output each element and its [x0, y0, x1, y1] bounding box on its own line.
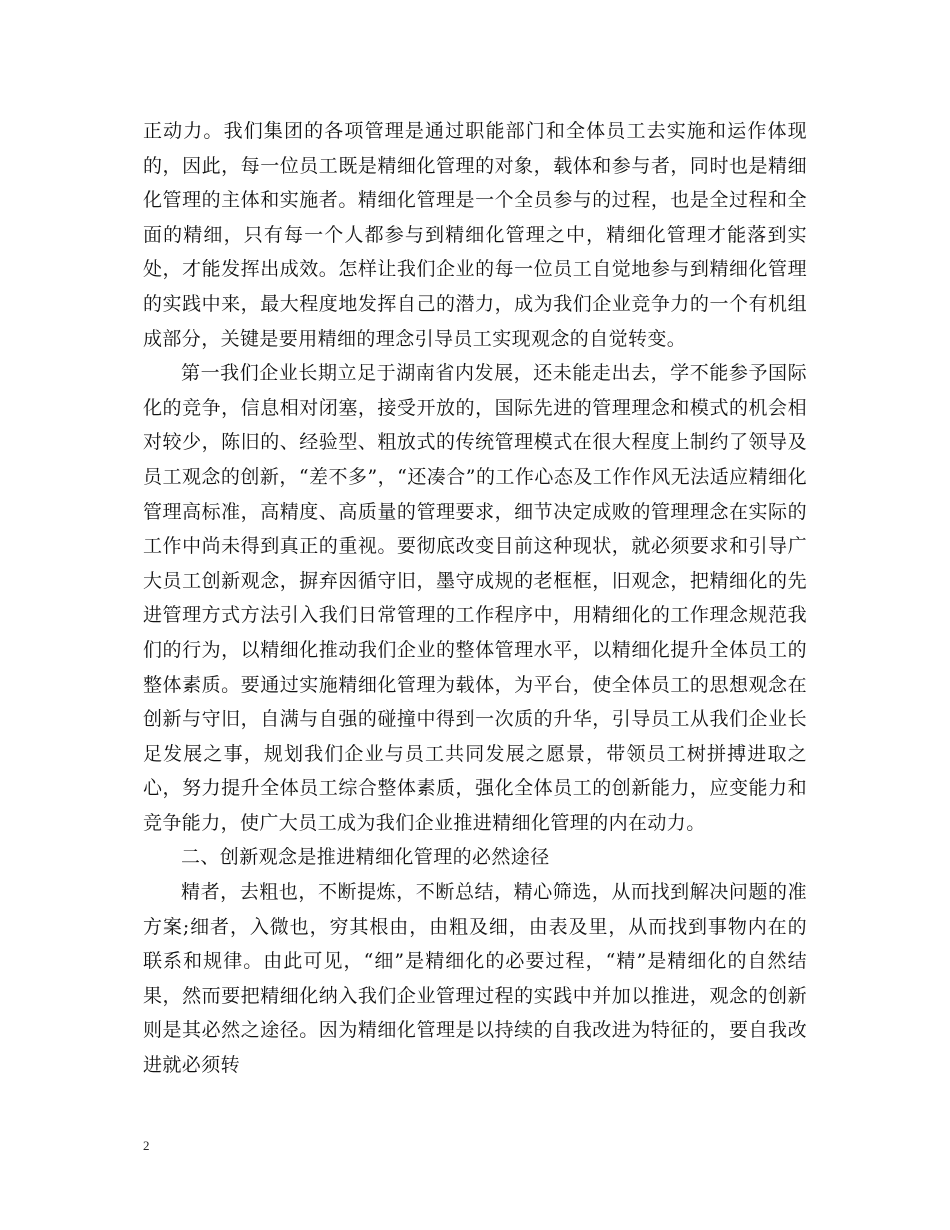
paragraph-3: 精者，去粗也，不断提炼，不断总结，精心筛选，从而找到解决问题的准方案;细者，入微也，穷其根由，由粗及细，由表及里，从而找到事物内在的联系和规律。由此可见，“细”是精细化的必要过程，“精”是精细化的自然结果，然而要把精细化纳入我们企业管理过程的实践中并加以推进，观念的创新则是其必然之途径。因为精细化管理是以持续的自我改进为特征的，要自我改进就必须转	[143, 881, 807, 1077]
section-heading: 二、创新观念是推进精细化管理的必然途径	[181, 846, 550, 869]
document-body	[143, 114, 807, 1083]
paragraph-2: 第一我们企业长期立足于湖南省内发展，还未能走出去，学不能参予国际化的竞争，信息相对闭塞，接受开放的，国际先进的管理理念和模式的机会相对较少，陈旧的、经验型、粗放式的传统管理模式在很大程度上制约了领导及员工观念的创新，“差不多”，“还凑合”的工作心态及工作作风无法适应精细化管理高标准，高精度、高质量的管理要求，细节决定成败的管理理念在实际的工作中尚未得到真正的重视。要彻底改变目前这种现状，就必须要求和引导广大员工创新观念，摒弃因循守旧，墨守成规的老框框，旧观念，把精细化的先进管理方式方法引入我们日常管理的工作程序中，用精细化的工作理念规范我们的行为，以精细化推动我们企业的整体管理水平，以精细化提升全体员工的整体素质。要通过实施精细化管理为载体，为平台，使全体员工的思想观念在创新与守旧，自满与自强的碰撞中得到一次质的升华，引导员工从我们企业长足发展之事，规划我们企业与员工共同发展之愿景，带领员工树拼搏进取之心，努力提升全体员工综合整体素质，强化全体员工的创新能力，应变能力和竞争能力，使广大员工成为我们企业推进精细化管理的内在动力。	[143, 362, 807, 834]
page-number: 2	[143, 1138, 150, 1153]
paragraph-1: 正动力。我们集团的各项管理是通过职能部门和全体员工去实施和运作体现的，因此，每一位员工既是精细化管理的对象，载体和参与者，同时也是精细化管理的主体和实施者。精细化管理是一个全员参与的过程，也是全过程和全面的精细，只有每一个人都参与到精细化管理之中，精细化管理才能落到实处，才能发挥出成效。怎样让我们企业的每一位员工自觉地参与到精细化管理的实践中来，最大程度地发挥自己的潜力，成为我们企业竞争力的一个有机组成部分，关键是要用精细的理念引导员工实现观念的自觉转变。	[143, 120, 807, 350]
